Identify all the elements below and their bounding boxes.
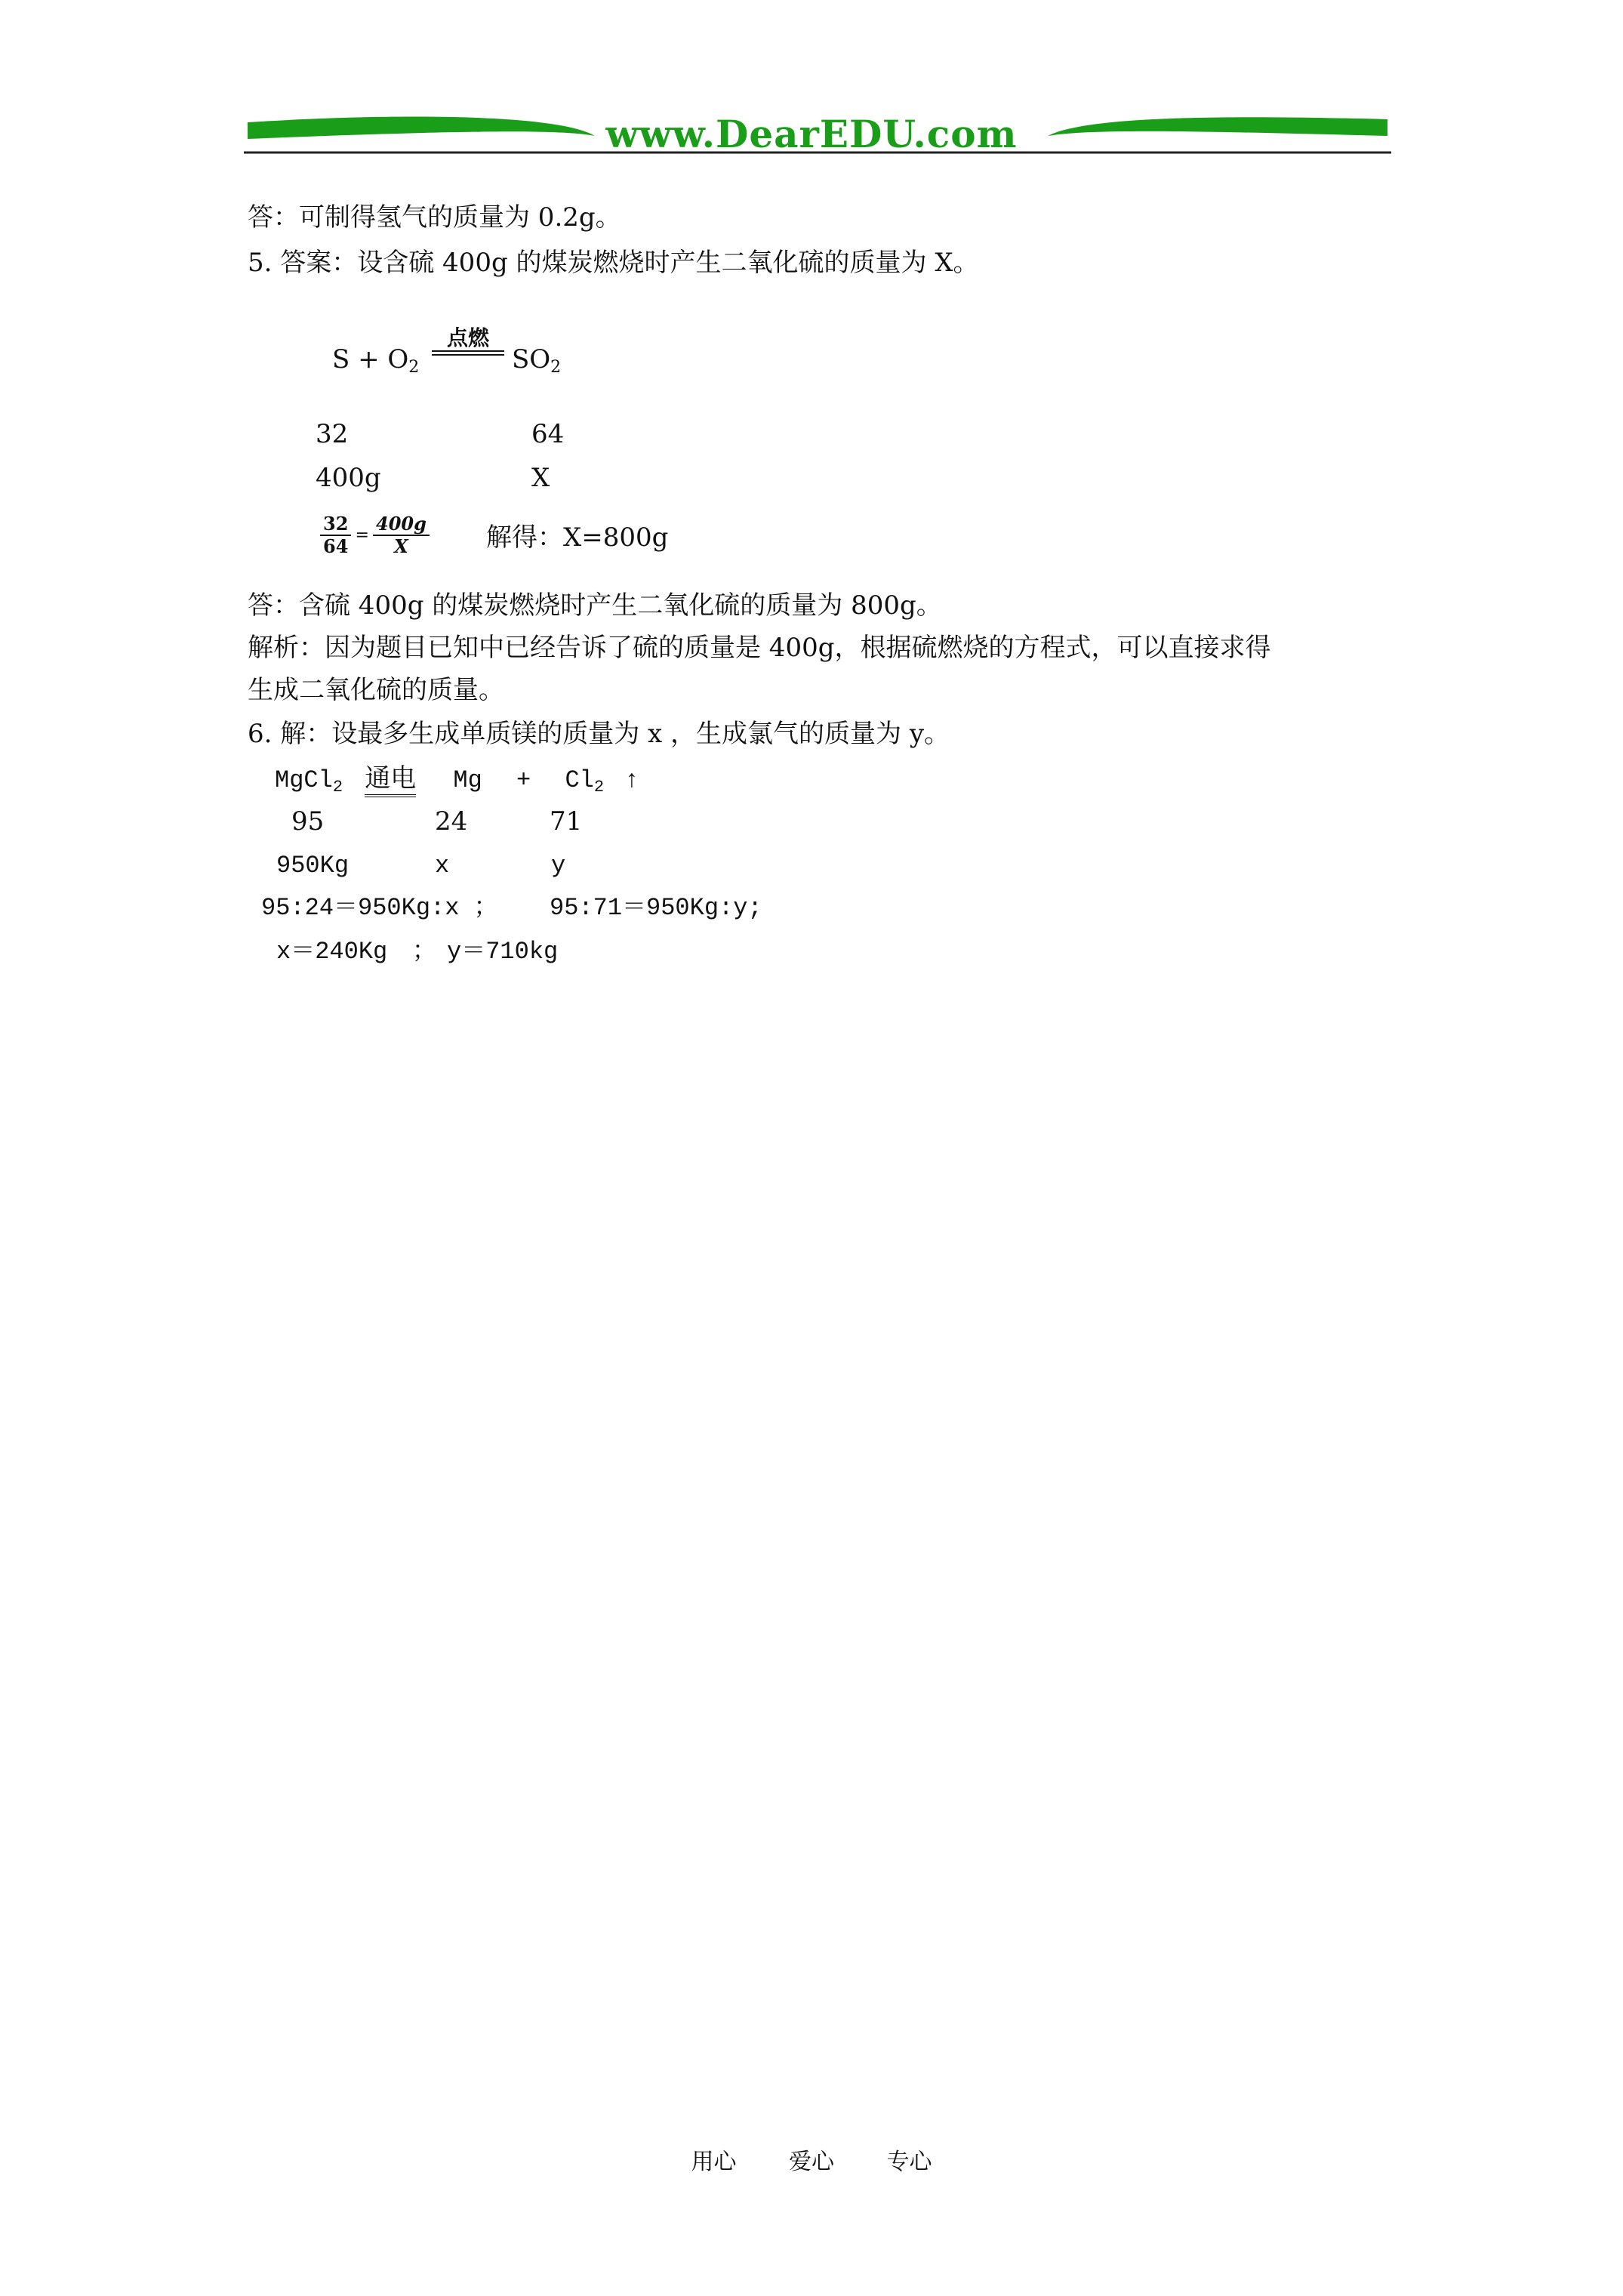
equation-1-left: $S + O_2$ xyxy=(332,344,420,377)
footer-item: 用心 xyxy=(691,2149,737,2175)
given-mass-mgcl2: 950Kg xyxy=(276,852,350,880)
header-logo-text: www.DearEDU.com xyxy=(605,112,1018,156)
unknown-x-mg: x xyxy=(435,852,450,880)
footer-item: 专心 xyxy=(886,2149,932,2175)
equation-2-condition: 通电 xyxy=(365,763,416,797)
equation-1-condition: 点燃 xyxy=(447,325,490,350)
answer-q5: 答：含硫 400g 的煤炭燃烧时产生二氧化硫的质量为 800g。 xyxy=(248,590,942,621)
molar-mass-so2: 64 xyxy=(531,419,565,449)
fraction-b: $\frac{400g}{X}$ xyxy=(373,513,430,557)
analysis-line-1: 解析：因为题目已知中已经告诉了硫的质量是 400g，根据硫燃烧的方程式，可以直接求得 xyxy=(248,633,1271,663)
equation-1-equals-line xyxy=(432,350,504,356)
q6-intro: 6. 解：设最多生成单质镁的质量为 x ，生成氯气的质量为 y。 xyxy=(248,719,950,749)
fraction-a: $\frac{32}{64}$ xyxy=(320,513,351,557)
answer-line-q4: 答：可制得氢气的质量为 0.2g。 xyxy=(248,202,621,233)
unknown-x: X xyxy=(531,463,550,493)
molar-mass-mgcl2: 95 xyxy=(291,806,325,837)
solve-q5: 解得：X=800g xyxy=(486,522,669,553)
q5-intro: 5. 答案：设含硫 400g 的煤炭燃烧时产生二氧化硫的质量为 X。 xyxy=(248,248,979,278)
ratio-x: 95:24＝950Kg:x ； xyxy=(261,894,498,922)
unknown-y-cl2: y xyxy=(551,852,566,880)
result-separator: ； xyxy=(412,938,437,966)
molar-mass-s: 32 xyxy=(316,419,349,449)
given-mass-s: 400g xyxy=(316,463,381,493)
page-footer xyxy=(0,2143,1623,2176)
result-x: x＝240Kg xyxy=(276,938,388,966)
ratio-y: 95:71＝950Kg:y; xyxy=(550,894,762,922)
analysis-line-2: 生成二氧化硫的质量。 xyxy=(248,675,504,705)
equation-2: MgCl$_2$ 通电 $Mg + Cl_2$ ↑ xyxy=(275,763,639,797)
proportion-equation: $\frac{32}{64}$ = $\frac{400g}{X}$ xyxy=(320,513,430,557)
molar-mass-cl2: 71 xyxy=(550,806,583,837)
equation-1-right: $SO_2$ xyxy=(512,344,562,377)
footer-item: 爱心 xyxy=(789,2149,834,2175)
result-y: y＝710kg xyxy=(447,938,559,966)
molar-mass-mg: 24 xyxy=(435,806,468,837)
